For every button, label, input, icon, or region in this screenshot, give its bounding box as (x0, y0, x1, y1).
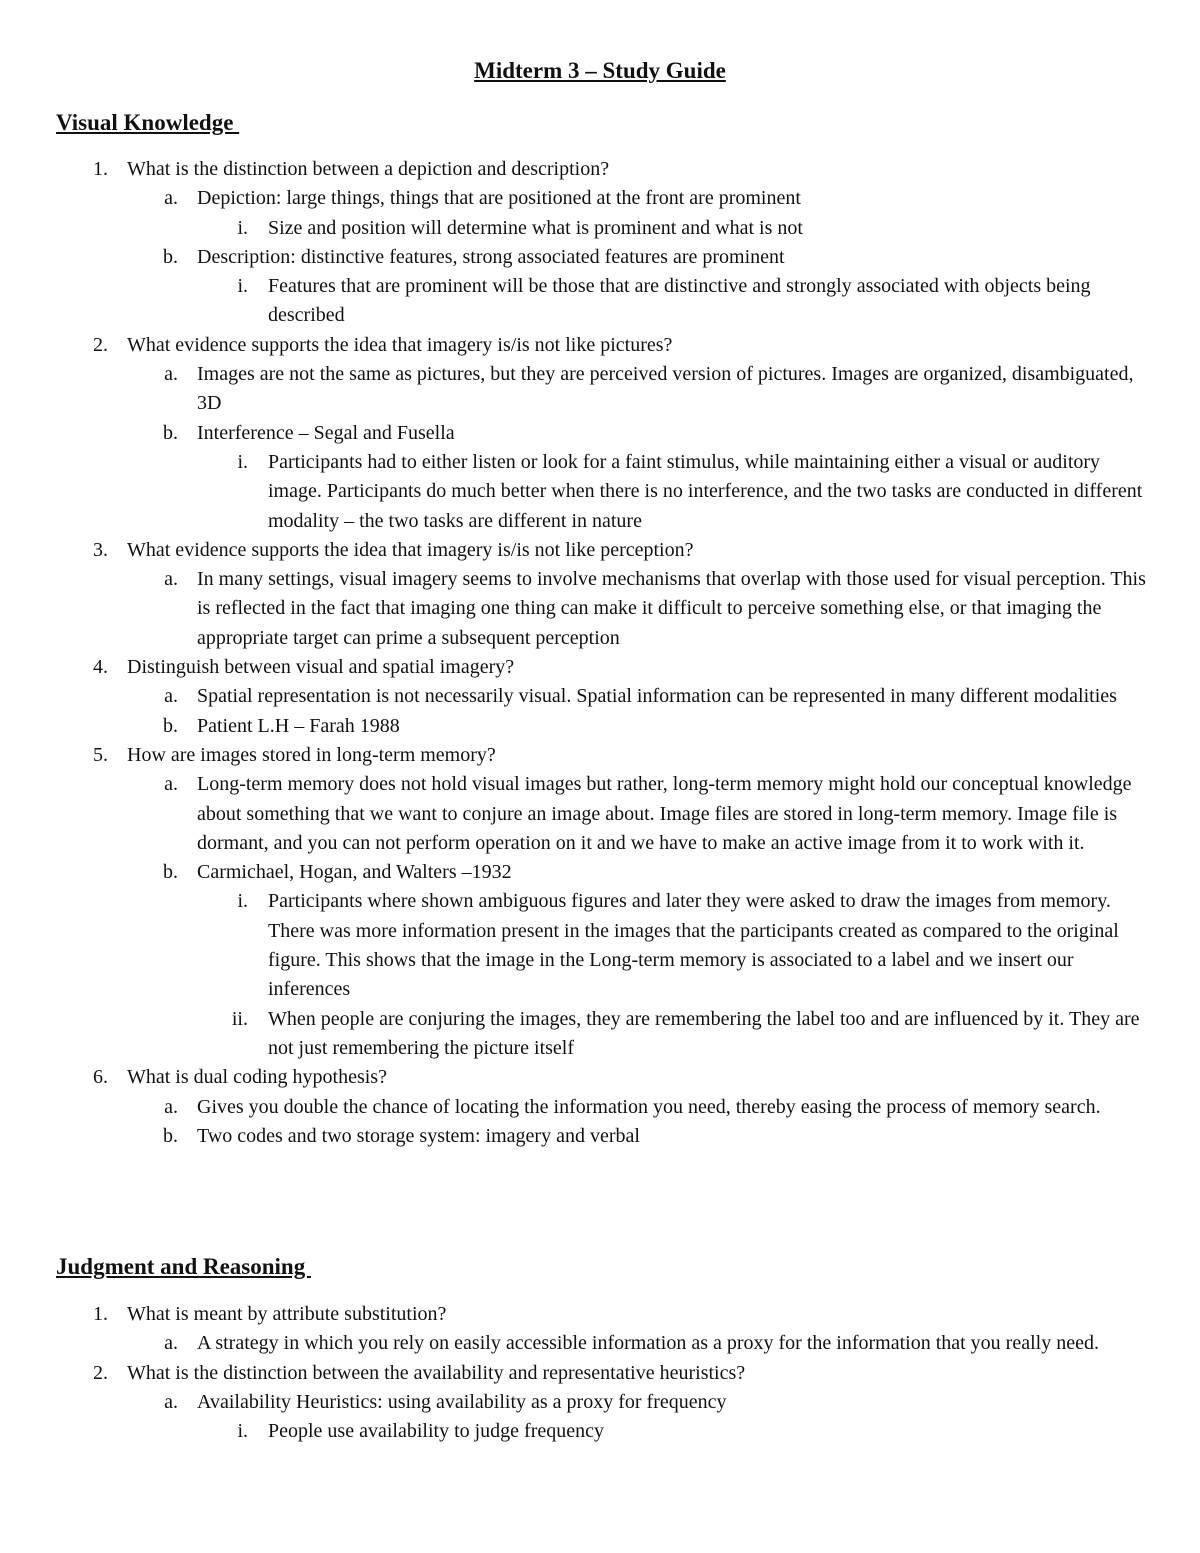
list-marker: i. (237, 890, 248, 913)
answer-item (0, 1329, 1157, 1358)
item-text: Interference – Segal and Fusella (197, 421, 455, 444)
item-text: Gives you double the chance of locating the information you need, thereby easing the process of memory search. (197, 1095, 1101, 1118)
list-marker: i. (237, 275, 248, 298)
question-item (0, 1063, 1157, 1092)
list-marker: 6. (93, 1066, 108, 1089)
list-marker: a. (164, 363, 178, 386)
page-title: Midterm 3 – Study Guide (474, 58, 726, 83)
list-marker: 2. (93, 1361, 108, 1384)
item-text: When people are conjuring the images, they are remembering the label too and are influenced by it. They are not just remembering the picture itself (268, 1007, 1140, 1059)
question-item (0, 331, 1157, 360)
item-text: What is meant by attribute substitution? (127, 1303, 447, 1325)
item-text: Images are not the same as pictures, but they are perceived version of pictures. Images are organized, disambiguated, 3D (197, 363, 1134, 415)
list-marker: a. (164, 1390, 178, 1413)
question-item (0, 653, 1157, 682)
list-marker: i. (237, 1420, 248, 1443)
sub-answer-item (0, 1005, 1157, 1064)
answer-item (0, 682, 1157, 711)
list-marker: 1. (93, 158, 108, 180)
answer-item (0, 184, 1157, 213)
question-item (0, 155, 1157, 184)
item-text: Participants where shown ambiguous figures and later they were asked to draw the images from memory. There was more information present in the images that the participants created as compared to the original figure. This shows that the image in the Long-term memory is associated to a label and we insert our inferences (268, 890, 1119, 1001)
list-marker: b. (163, 714, 178, 737)
item-text: Two codes and two storage system: imagery and verbal (197, 1124, 640, 1147)
list-marker: a. (164, 568, 178, 591)
answer-item (0, 1122, 1157, 1151)
question-item (0, 536, 1157, 565)
question-item (0, 1359, 1157, 1388)
question-item (0, 741, 1157, 770)
answer-item (0, 565, 1157, 653)
answer-item (0, 360, 1157, 419)
list-marker: 4. (93, 656, 108, 679)
item-text: Size and position will determine what is prominent and what is not (268, 216, 803, 239)
list-marker: 1. (93, 1303, 108, 1325)
list-marker: a. (164, 685, 178, 708)
item-text: Carmichael, Hogan, and Walters –1932 (197, 861, 512, 884)
list-marker: b. (163, 421, 178, 444)
list-marker: 5. (93, 743, 108, 766)
sub-answer-item (0, 887, 1157, 1004)
list-marker: i. (237, 450, 248, 473)
item-text: Availability Heuristics: using availability as a proxy for frequency (197, 1390, 727, 1413)
question-item (0, 1300, 1157, 1329)
item-text: What evidence supports the idea that imagery is/is not like pictures? (127, 333, 673, 356)
item-text: Distinguish between visual and spatial imagery? (127, 656, 515, 679)
item-text: What is the distinction between the availability and representative heuristics? (127, 1361, 746, 1384)
list-marker: ii. (231, 1007, 248, 1030)
list-marker: 3. (93, 538, 108, 561)
item-text: People use availability to judge frequency (268, 1420, 605, 1443)
list-marker: a. (164, 1095, 178, 1118)
section-heading-visual-knowledge: Visual Knowledge (56, 110, 240, 135)
section-list-judgment-and-reasoning (0, 1300, 1157, 1446)
answer-item (0, 1093, 1157, 1122)
item-text: Description: distinctive features, strong associated features are prominent (197, 245, 785, 268)
sub-answer-item (0, 214, 1157, 243)
answer-item (0, 1388, 1157, 1417)
list-marker: b. (163, 245, 178, 268)
answer-item (0, 712, 1157, 741)
section-list-visual-knowledge (0, 155, 1157, 1151)
list-marker: a. (164, 1332, 178, 1355)
list-marker: b. (163, 1124, 178, 1147)
item-text: Participants had to either listen or look for a faint stimulus, while maintaining either a visual or auditory image. Participants do much better when there is no interference, and the two tasks are conducted in different modality – the two tasks are different in nature (268, 450, 1143, 532)
item-text: In many settings, visual imagery seems to involve mechanisms that overlap with those used for visual perception. This is reflected in the fact that imaging one thing can make it difficult to perceive something else, or that imaging the appropriate target can prime a subsequent perception (197, 568, 1146, 649)
item-text: How are images stored in long-term memory? (127, 743, 496, 766)
answer-item (0, 419, 1157, 448)
answer-item (0, 243, 1157, 272)
item-text: A strategy in which you rely on easily accessible information as a proxy for the information that you really need. (197, 1332, 1099, 1355)
item-text: What evidence supports the idea that imagery is/is not like perception? (127, 538, 694, 561)
answer-item (0, 858, 1157, 887)
list-marker: i. (237, 216, 248, 239)
list-marker: 2. (93, 333, 108, 356)
answer-item (0, 770, 1157, 858)
item-text: Features that are prominent will be those that are distinctive and strongly associated with objects being described (268, 275, 1091, 327)
list-marker: a. (164, 773, 178, 796)
item-text: Patient L.H – Farah 1988 (197, 714, 400, 737)
item-text: Long-term memory does not hold visual images but rather, long-term memory might hold our conceptual knowledge about something that we want to conjure an image about. Image files are stored in long-term memory. Image file is dormant, and you can not perform operation on it and we have to make an active image from it to work with it. (197, 773, 1132, 854)
sub-answer-item (0, 1417, 1157, 1446)
item-text: Depiction: large things, things that are positioned at the front are prominent (197, 187, 801, 210)
item-text: What is dual coding hypothesis? (127, 1066, 387, 1089)
item-text: What is the distinction between a depiction and description? (127, 158, 610, 180)
section-heading-judgment-and-reasoning: Judgment and Reasoning (56, 1254, 311, 1279)
list-marker: a. (164, 187, 178, 210)
sub-answer-item (0, 272, 1157, 331)
list-marker: b. (163, 861, 178, 884)
item-text: Spatial representation is not necessarily visual. Spatial information can be represented in many different modalities (197, 685, 1117, 708)
sub-answer-item (0, 448, 1157, 536)
